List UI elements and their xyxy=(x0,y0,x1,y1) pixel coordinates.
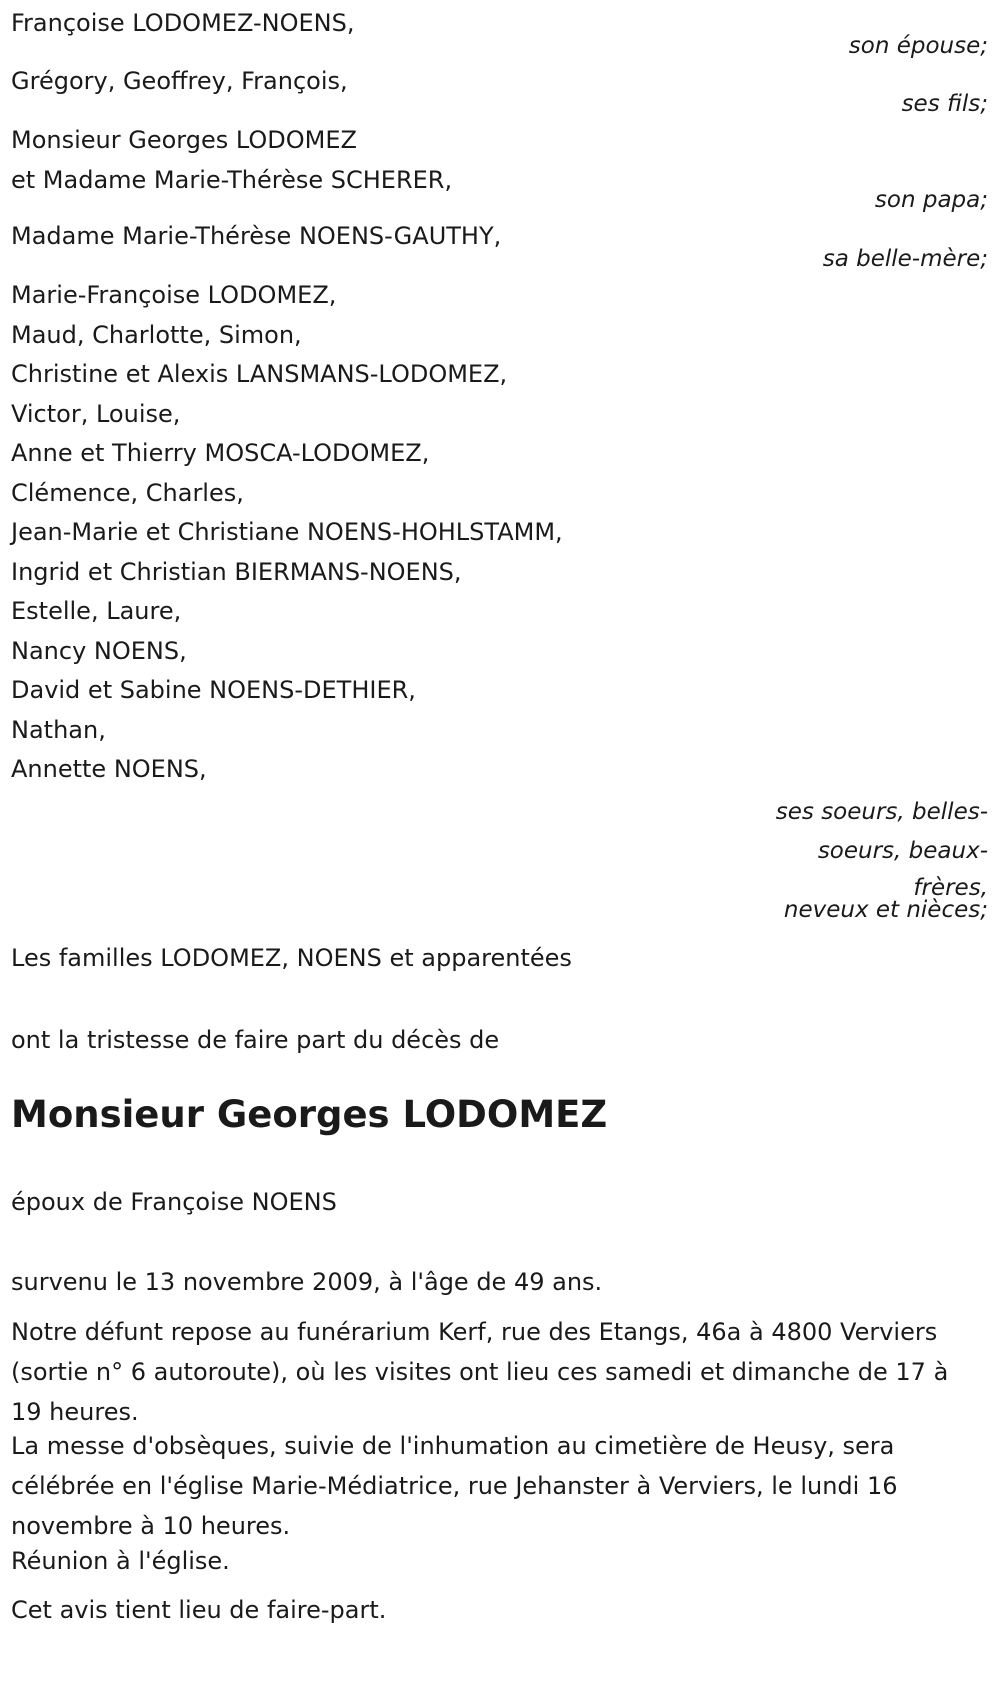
relation-line: neveux et nièces; xyxy=(783,897,988,923)
family-name-line: Madame Marie-Thérèse NOENS-GAUTHY, xyxy=(11,222,502,250)
family-name-line: Maud, Charlotte, Simon, xyxy=(11,320,302,349)
family-group-father xyxy=(11,121,991,200)
family-name-line: Estelle, Laure, xyxy=(11,597,182,625)
funeral-paragraph: La messe d'obsèques, suivie de l'inhumation au cimetière de Heusy, sera célébrée en l'église Marie-Médiatrice, rue Jehanster à Verviers, le lundi 16 novembre à 10 heures. xyxy=(11,1432,898,1540)
family-name-line: Annette NOENS, xyxy=(11,755,207,783)
relation-father: son papa; xyxy=(874,187,988,213)
family-name-line: Nathan, xyxy=(11,715,106,744)
family-name-line: Monsieur Georges LODOMEZ xyxy=(11,126,357,154)
family-name-line: Victor, Louise, xyxy=(11,399,181,428)
family-name-line: Françoise LODOMEZ-NOENS, xyxy=(11,9,355,37)
relation-line: frères, xyxy=(913,875,988,901)
relation-siblings xyxy=(758,793,988,921)
family-name-line: Grégory, Geoffrey, François, xyxy=(11,67,348,95)
family-name-line: Christine et Alexis LANSMANS-LODOMEZ, xyxy=(11,360,508,388)
visitation-paragraph: Notre défunt repose au funérarium Kerf, rue des Etangs, 46a à 4800 Verviers (sortie n° 6 autoroute), où les visites ont lieu ces samedi et dimanche de 17 à 19 heures. xyxy=(11,1318,949,1426)
family-name-line: Jean-Marie et Christiane NOENS-HOHLSTAMM, xyxy=(11,518,563,546)
reunion-line: Réunion à l'église. xyxy=(11,1547,230,1575)
death-date-line: survenu le 13 novembre 2009, à l'âge de 49 ans. xyxy=(11,1268,603,1296)
relation-mother-in-law: sa belle-mère; xyxy=(822,246,988,272)
family-name-line: et Madame Marie-Thérèse SCHERER, xyxy=(11,165,453,194)
announcement-line: ont la tristesse de faire part du décès de xyxy=(11,1026,500,1054)
relation-sons: ses fils; xyxy=(901,91,988,117)
family-name-line: Nancy NOENS, xyxy=(11,636,187,665)
spouse-line: époux de Françoise NOENS xyxy=(11,1188,337,1216)
relation-spouse: son épouse; xyxy=(848,33,988,59)
family-name-line: Anne et Thierry MOSCA-LODOMEZ, xyxy=(11,439,430,467)
family-name-line: Ingrid et Christian BIERMANS-NOENS, xyxy=(11,557,462,586)
relation-line: soeurs, beaux- xyxy=(817,838,988,864)
family-group-spouse xyxy=(11,4,991,44)
family-name-line: Marie-Françoise LODOMEZ, xyxy=(11,281,337,309)
notice-line: Cet avis tient lieu de faire-part. xyxy=(11,1596,387,1624)
family-name-line: Clémence, Charles, xyxy=(11,478,244,507)
families-line: Les familles LODOMEZ, NOENS et apparentées xyxy=(11,944,572,972)
family-group-siblings xyxy=(11,276,991,790)
family-name-line: David et Sabine NOENS-DETHIER, xyxy=(11,676,416,704)
relation-line: ses soeurs, belles- xyxy=(775,799,988,825)
family-group-sons xyxy=(11,62,991,102)
deceased-name: Monsieur Georges LODOMEZ xyxy=(11,1093,608,1136)
